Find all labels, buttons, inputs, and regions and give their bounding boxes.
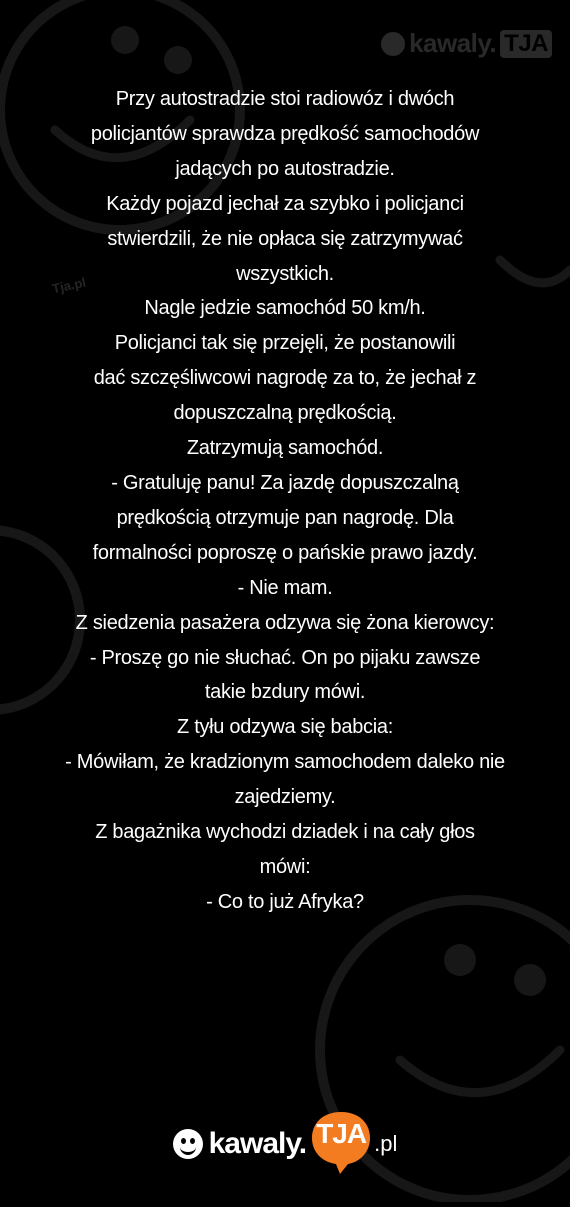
joke-line: dopuszczalną prędkością. <box>173 402 397 425</box>
joke-line: Z tyłu odzywa się babcia: <box>177 716 393 739</box>
site-logo[interactable] <box>0 1114 570 1174</box>
logo-suffix: .pl <box>374 1131 398 1156</box>
joke-line: - Mówiłam, że kradzionym samochodem daleko nie <box>65 751 505 774</box>
watermark-smiley-icon <box>381 32 405 56</box>
joke-line: jadących po autostradzie. <box>175 157 395 180</box>
watermark-logo-top <box>381 28 552 59</box>
watermark-small: Tja.pl <box>50 274 88 297</box>
joke-line: zajedziemy. <box>234 786 336 809</box>
joke-line: Zatrzymują samochód. <box>186 437 384 460</box>
joke-line: - Nie mam. <box>237 576 333 599</box>
smiley-logo-icon <box>173 1129 203 1159</box>
joke-line: stwierdzili, że nie opłaca się zatrzymywać <box>107 227 463 250</box>
watermark-word: kawaly. <box>409 28 497 58</box>
joke-line: mówi: <box>259 855 311 878</box>
joke-line: Nagle jedzie samochód 50 km/h. <box>144 297 426 320</box>
joke-line: Każdy pojazd jechał za szybko i policjanci <box>106 192 464 215</box>
logo-tja-badge <box>310 1114 372 1174</box>
logo-word: kawaly. <box>208 1127 307 1160</box>
joke-line: - Co to już Afryka? <box>206 890 364 913</box>
watermark-tja: TJA <box>500 30 552 58</box>
joke-line: policjantów sprawdza prędkość samochodów <box>90 122 480 145</box>
joke-line: formalności poproszę o pańskie prawo jazdy. <box>92 541 478 564</box>
joke-line: Przy autostradzie stoi radiowóz i dwóch <box>115 88 455 110</box>
joke-line: Policjanci tak się przejęli, że postanowili <box>114 332 456 355</box>
joke-line: dać szczęśliwcowi nagrodę za to, że jechał z <box>93 367 477 390</box>
joke-text <box>0 82 570 920</box>
joke-line: wszystkich. <box>236 262 334 285</box>
joke-line: - Gratuluję panu! Za jazdę dopuszczalną <box>111 471 459 494</box>
joke-line: prędkością otrzymuje pan nagrodę. Dla <box>116 506 454 529</box>
joke-line: - Proszę go nie słuchać. On po pijaku zawsze <box>89 646 481 669</box>
joke-line: takie bzdury mówi. <box>204 681 366 704</box>
logo-tja-text: TJA <box>316 1118 367 1149</box>
joke-line: Z siedzenia pasażera odzywa się żona kierowcy: <box>75 611 495 634</box>
joke-line: Z bagażnika wychodzi dziadek i na cały głos <box>95 821 475 844</box>
